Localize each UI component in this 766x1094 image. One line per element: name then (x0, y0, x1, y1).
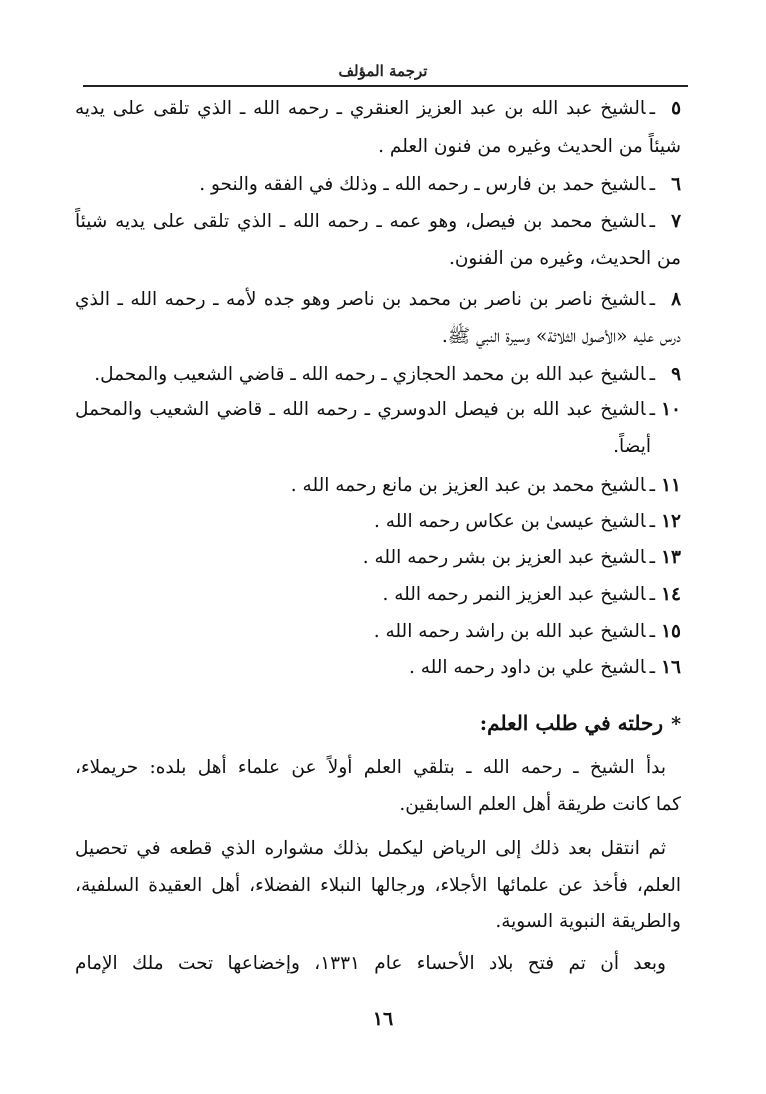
entry-15-line-1: ١٥ـالشيخ عبد الله بن راشد رحمه الله . (75, 616, 681, 648)
entry-text: الشيخ عبد الله بن عبد العزيز العنقري ـ رحمه الله ـ الذي تلقى على يديه (75, 98, 646, 119)
entry-number: ١٣ (661, 547, 681, 568)
entry-5-line-2 (75, 131, 681, 163)
entry-7-line-2 (75, 243, 681, 275)
entry-text: الشيخ عبد الله بن محمد الحجازي ـ رحمه الله ـ قاضي الشعيب والمحمل. (94, 364, 646, 385)
entry-text: الشيخ عبد العزيز النمر رحمه الله . (382, 584, 646, 605)
entry-6-line-1: ٦ـالشيخ حمد بن فارس ـ رحمه الله ـ وذلك في الفقه والنحو . (75, 169, 681, 201)
entry-number: ١٠ (661, 399, 681, 420)
paragraph-text: بدأ الشيخ ـ رحمه الله ـ بتلقي العلم أولاً عن علماء أهل بلده: حريملاء، (75, 757, 666, 778)
entry-text: الشيخ عبد الله بن راشد رحمه الله . (373, 621, 646, 642)
paragraph-text: والطريقة النبوية السوية. (495, 911, 681, 932)
entry-number: ٩ (671, 364, 681, 385)
entry-number: ٦ (671, 174, 681, 195)
entry-text: الشيخ حمد بن فارس ـ رحمه الله ـ وذلك في الفقه والنحو . (199, 174, 646, 195)
entry-text: الشيخ علي بن داود رحمه الله . (408, 657, 646, 678)
entry-number: ٥ (671, 98, 681, 119)
page-number: ١٦ (372, 1008, 394, 1030)
entry-text: الشيخ عبد العزيز بن بشر رحمه الله . (362, 547, 646, 568)
entry-number: ١١ (661, 475, 681, 496)
paragraph-text: العلم، فأخذ عن علمائها الأجلاء، ورجالها النبلاء الفضلاء، أهل العقيدة السلفية، (75, 875, 681, 896)
paragraph-3-line-1 (75, 948, 666, 980)
paragraph-text: كما كانت طريقة أهل العلم السابقين. (399, 794, 681, 815)
entry-number: ١٤ (661, 584, 681, 605)
entry-number: ١٢ (661, 511, 681, 532)
running-header: ترجمة المؤلف (338, 62, 428, 80)
entry-text: الشيخ عبد الله بن فيصل الدوسري ـ رحمه الله ـ قاضي الشعيب والمحمل (75, 399, 646, 420)
entry-8-line-2 (75, 321, 681, 353)
entry-text: درس عليه «الأصول الثلاثة» وسيرة النبي ﷺ. (441, 326, 681, 347)
entry-10-line-1: ١٠ـالشيخ عبد الله بن فيصل الدوسري ـ رحمه الله ـ قاضي الشعيب والمحمل (75, 394, 681, 426)
entry-text: من الحديث، وغيره من الفنون. (448, 248, 681, 269)
entry-14-line-1: ١٤ـالشيخ عبد العزيز النمر رحمه الله . (75, 579, 681, 611)
entry-5-line-1: ٥ـالشيخ عبد الله بن عبد العزيز العنقري ـ رحمه الله ـ الذي تلقى على يديه (75, 93, 681, 125)
paragraph-text: ثم انتقل بعد ذلك إلى الرياض ليكمل بذلك مشواره الذي قطعه في تحصيل (75, 838, 666, 859)
entry-text: أيضاً. (613, 436, 651, 457)
entry-number: ٧ (671, 211, 681, 232)
entry-9-line-1: ٩ـالشيخ عبد الله بن محمد الحجازي ـ رحمه الله ـ قاضي الشعيب والمحمل. (75, 359, 681, 391)
entry-text: الشيخ ناصر بن ناصر بن محمد بن ناصر وهو جده لأمه ـ رحمه الله ـ الذي (75, 289, 646, 310)
entry-8-line-1: ٨ـالشيخ ناصر بن ناصر بن محمد بن ناصر وهو جده لأمه ـ رحمه الله ـ الذي (75, 284, 681, 316)
section-heading (75, 707, 681, 741)
paragraph-1-line-2 (75, 789, 681, 821)
paragraph-2-line-2 (75, 870, 681, 902)
entry-text: الشيخ محمد بن فيصل، وهو عمه ـ رحمه الله ـ الذي تلقى على يديه شيئاً (75, 211, 646, 232)
entry-number: ١٥ (661, 621, 681, 642)
entry-number: ٨ (671, 289, 681, 310)
asterisk-bullet: * (671, 713, 681, 735)
paragraph-text: وبعد أن تم فتح بلاد الأحساء عام ١٣٣١، وإخضاعها تحت ملك الإمام (75, 953, 666, 974)
entry-11-line-1: ١١ـالشيخ محمد بن عبد العزيز بن مانع رحمه الله . (75, 470, 681, 502)
header-rule (83, 85, 688, 87)
entry-number: ١٦ (661, 657, 681, 678)
entry-text: الشيخ عيسىٰ بن عكاس رحمه الله . (374, 511, 646, 532)
entry-13-line-1: ١٣ـالشيخ عبد العزيز بن بشر رحمه الله . (75, 542, 681, 574)
paragraph-2-line-3 (75, 906, 681, 938)
paragraph-2-line-1 (75, 833, 666, 865)
section-title: رحلته في طلب العلم: (479, 711, 664, 735)
entry-10-line-2 (75, 431, 651, 463)
entry-12-line-1: ١٢ـالشيخ عيسىٰ بن عكاس رحمه الله . (75, 506, 681, 538)
entry-7-line-1: ٧ـالشيخ محمد بن فيصل، وهو عمه ـ رحمه الله ـ الذي تلقى على يديه شيئاً (75, 206, 681, 238)
entry-text: شيئاً من الحديث وغيره من فنون العلم . (378, 136, 681, 157)
entry-text: الشيخ محمد بن عبد العزيز بن مانع رحمه الله . (290, 475, 646, 496)
paragraph-1-line-1 (75, 752, 666, 784)
entry-16-line-1: ١٦ـالشيخ علي بن داود رحمه الله . (75, 652, 681, 684)
